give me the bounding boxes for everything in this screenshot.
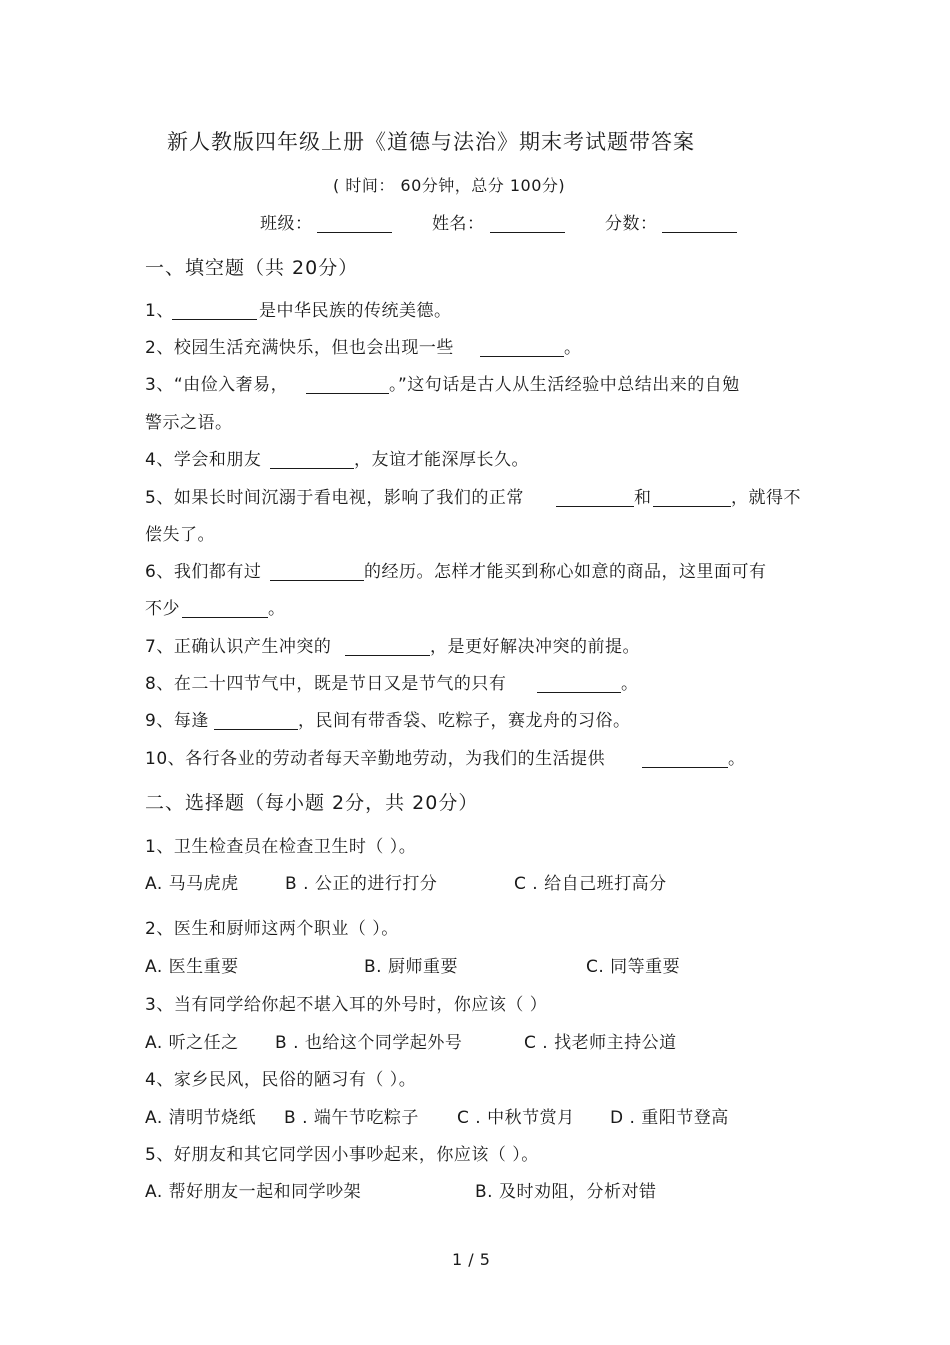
s1-q5-blank-2 xyxy=(653,506,731,507)
s2-q4-option-b: B . 端午节吃粽子 xyxy=(284,1108,419,1128)
s1-q3-blank xyxy=(306,393,389,394)
page-number: 1 / 5 xyxy=(452,1250,491,1269)
s1-q4-post: ，友谊才能深厚长久。 xyxy=(354,450,529,470)
s2-q2-option-c: C. 同等重要 xyxy=(586,957,681,977)
s1-q7-pre: 7、正确认识产生冲突的 xyxy=(145,637,332,657)
s1-q6-blank-2 xyxy=(182,617,268,618)
s1-q5-line2: 偿失了。 xyxy=(145,525,215,545)
s1-q6-line2-post: 。 xyxy=(268,599,286,619)
s1-q8-pre: 8、在二十四节气中，既是节日又是节气的只有 xyxy=(145,674,507,694)
s1-q5-blank-1 xyxy=(556,506,634,507)
s2-q4-option-d: D . 重阳节登高 xyxy=(610,1108,729,1128)
s2-q5-stem: 5、好朋友和其它同学因小事吵起来，你应该（ ）。 xyxy=(145,1145,539,1165)
name-blank xyxy=(490,232,565,233)
s1-q3-pre: 3、“由俭入奢易， xyxy=(145,375,289,395)
s1-q6-pre: 6、我们都有过 xyxy=(145,562,262,582)
s2-q4-option-a: A. 清明节烧纸 xyxy=(145,1108,257,1128)
s1-q5-pre: 5、如果长时间沉溺于看电视，影响了我们的正常 xyxy=(145,488,524,508)
class-blank xyxy=(317,232,392,233)
section1-heading: 一、填空题（共 20分） xyxy=(145,257,359,279)
page-title: 新人教版四年级上册《道德与法治》期末考试题带答案 xyxy=(167,130,695,154)
s2-q5-option-a: A. 帮好朋友一起和同学吵架 xyxy=(145,1182,362,1202)
s2-q1-option-b: B . 公正的进行打分 xyxy=(285,874,438,894)
s2-q3-option-a: A. 听之任之 xyxy=(145,1033,239,1053)
s1-q2-pre: 2、校园生活充满快乐，但也会出现一些 xyxy=(145,338,454,358)
s1-q5-mid: 和 xyxy=(634,488,652,508)
s1-q3-line2: 警示之语。 xyxy=(145,413,233,433)
s2-q3-stem: 3、当有同学给你起不堪入耳的外号时，你应该（ ） xyxy=(145,995,548,1015)
s2-q2-option-a: A. 医生重要 xyxy=(145,957,239,977)
s1-q2-blank xyxy=(480,356,564,357)
s1-q9-post: ，民间有带香袋、吃粽子，赛龙舟的习俗。 xyxy=(298,711,631,731)
s1-q1-blank xyxy=(172,319,257,320)
s1-q4-blank xyxy=(270,468,354,469)
s2-q4-stem: 4、家乡民风，民俗的陋习有（ ）。 xyxy=(145,1070,417,1090)
s1-q10-blank xyxy=(642,767,728,768)
s1-q9-pre: 9、每逢 xyxy=(145,711,209,731)
s1-q7-blank xyxy=(345,655,430,656)
s2-q1-stem: 1、卫生检查员在检查卫生时（ ）。 xyxy=(145,837,417,857)
s2-q3-option-c: C . 找老师主持公道 xyxy=(524,1033,677,1053)
s2-q2-option-b: B. 厨师重要 xyxy=(364,957,458,977)
s1-q5-post: ，就得不 xyxy=(731,488,801,508)
s1-q6-post: 的经历。怎样才能买到称心如意的商品，这里面可有 xyxy=(364,562,767,582)
s1-q7-post: ，是更好解决冲突的前提。 xyxy=(430,637,640,657)
s1-q10-post: 。 xyxy=(728,749,746,769)
score-label: 分数： xyxy=(605,214,658,234)
s2-q4-option-c: C . 中秋节赏月 xyxy=(457,1108,575,1128)
s2-q5-option-b: B. 及时劝阻，分析对错 xyxy=(475,1182,657,1202)
s1-q8-blank xyxy=(537,692,621,693)
section2-heading: 二、选择题（每小题 2分，共 20分） xyxy=(145,792,479,814)
s1-q8-post: 。 xyxy=(621,674,639,694)
s2-q1-option-c: C . 给自己班打高分 xyxy=(514,874,667,894)
s1-q1-pre: 1、 xyxy=(145,301,174,321)
s1-q3-post: 。”这句话是古人从生活经验中总结出来的自勉 xyxy=(389,375,740,395)
s1-q4-pre: 4、学会和朋友 xyxy=(145,450,262,470)
s1-q2-post: 。 xyxy=(564,338,582,358)
exam-meta: ( 时间： 60分钟，总分 100分) xyxy=(333,176,566,195)
s1-q10-pre: 10、各行各业的劳动者每天辛勤地劳动，为我们的生活提供 xyxy=(145,749,606,769)
s2-q1-option-a: A. 马马虎虎 xyxy=(145,874,239,894)
s2-q3-option-b: B . 也给这个同学起外号 xyxy=(275,1033,463,1053)
class-label: 班级： xyxy=(260,214,313,234)
s1-q6-line2-pre: 不少 xyxy=(145,599,180,619)
s1-q6-blank-1 xyxy=(270,580,364,581)
s1-q9-blank xyxy=(214,729,298,730)
s2-q2-stem: 2、医生和厨师这两个职业（ ）。 xyxy=(145,919,399,939)
s1-q1-post: 是中华民族的传统美德。 xyxy=(259,301,452,321)
name-label: 姓名： xyxy=(432,214,485,234)
score-blank xyxy=(662,232,737,233)
